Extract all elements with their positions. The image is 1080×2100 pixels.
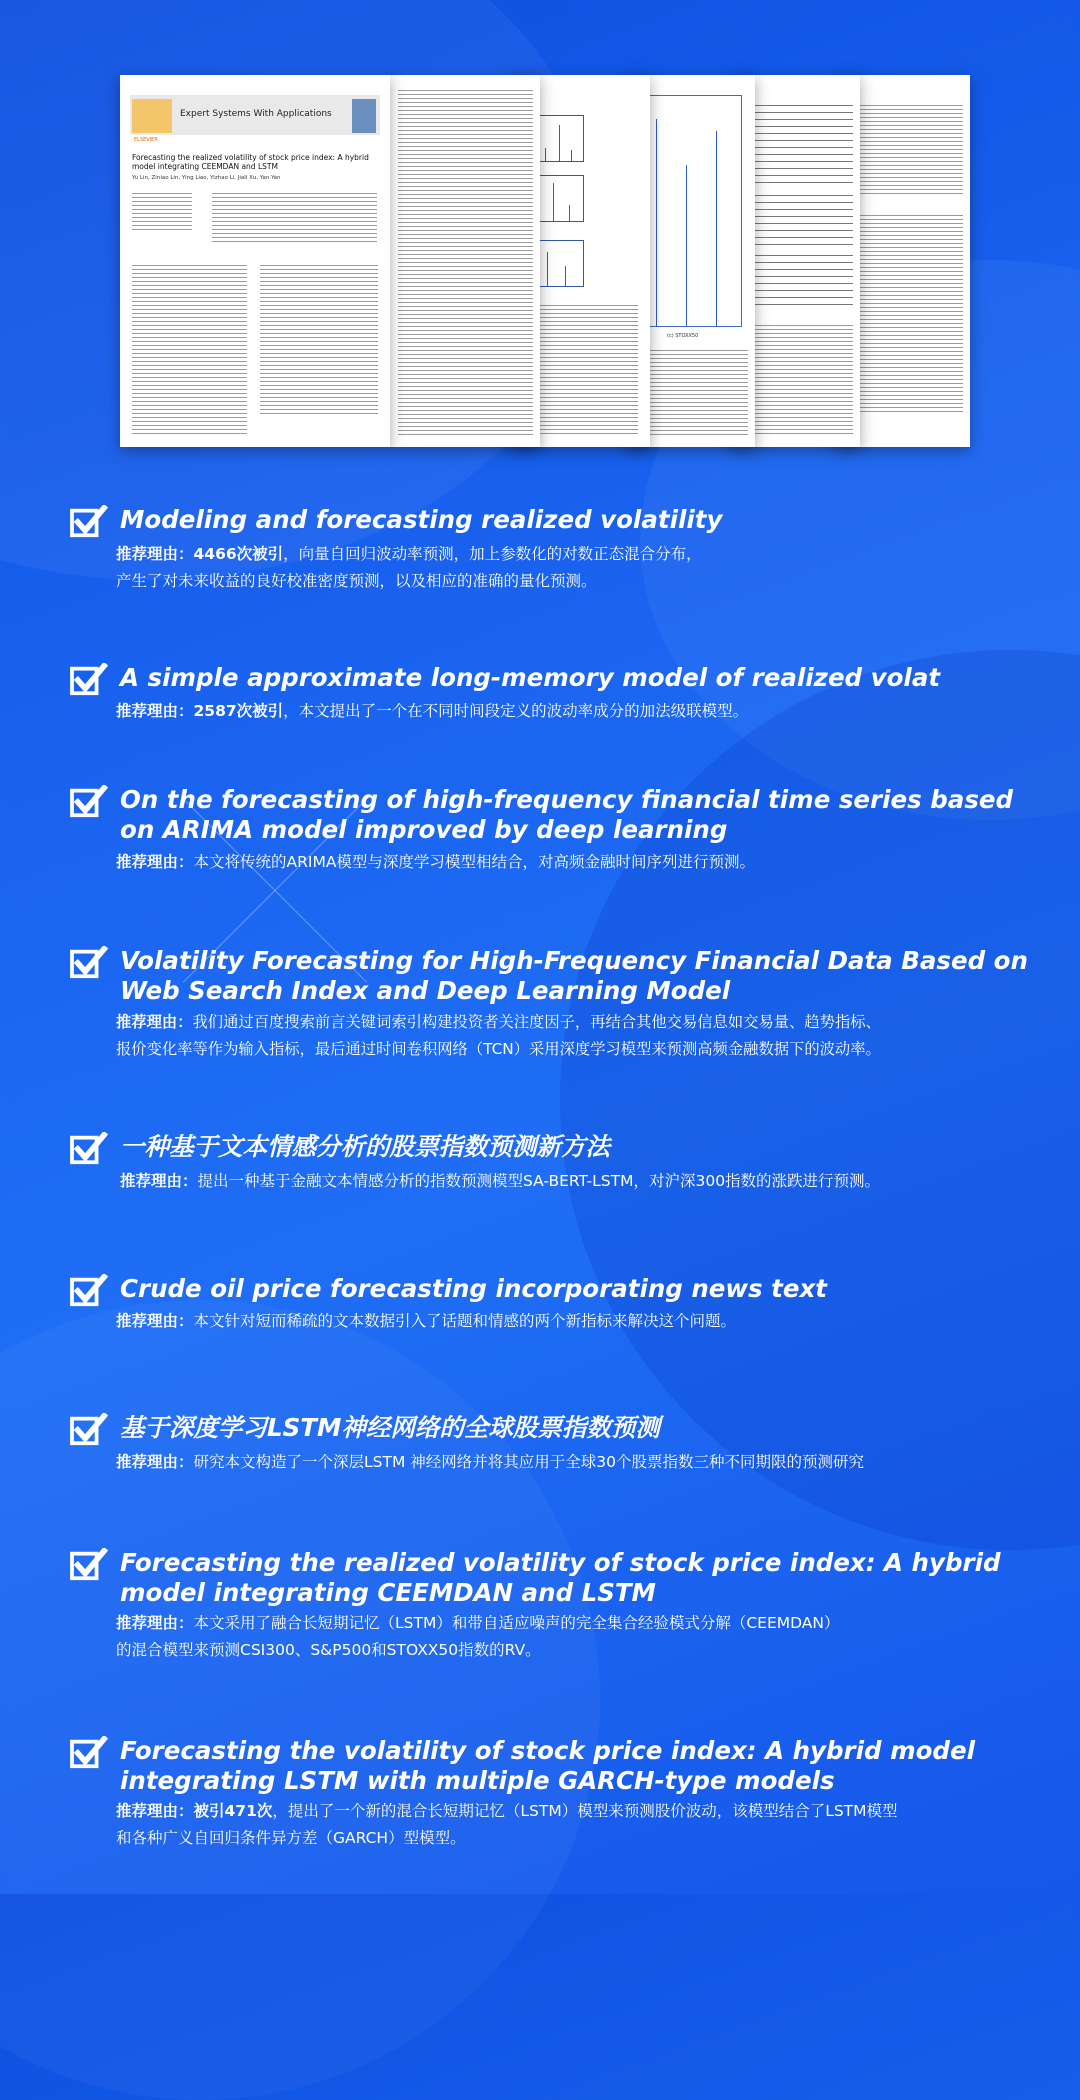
paper-title: Forecasting the realized volatility of stock price index: A hybrid model integrating CEEMDAN and LSTM (120, 1548, 1001, 1607)
reason-label: 推荐理由： (116, 1013, 193, 1031)
results-table (738, 255, 853, 310)
checkbox-checked-icon (70, 946, 108, 980)
reason-body: 我们通过百度搜索前言关键词索引构建投资者关注度因子，再结合其他交易信息如交易量、趋势指标、 (192, 1013, 881, 1031)
paper-title: Modeling and forecasting realized volatility (120, 505, 723, 534)
paper-title: 基于深度学习LSTM神经网络的全球股票指数预测 (120, 1413, 660, 1442)
reason-label: 推荐理由： (116, 1453, 194, 1471)
decomposition-figure (635, 95, 742, 327)
body-text-col1 (132, 265, 247, 435)
paper-title: Forecasting the volatility of stock price index: A hybrid model integrating LSTM with multiple GARCH-type models (120, 1736, 975, 1795)
paper-first-page (120, 75, 390, 447)
checkbox-checked-icon (70, 785, 108, 819)
reason-body: ，向量自回归波动率预测，加上参数化的对数正态混合分布， (283, 545, 702, 563)
page-text (633, 350, 748, 435)
reason-label: 推荐理由： (116, 1312, 194, 1330)
checkbox-checked-icon (70, 1736, 108, 1770)
journal-cover-image (352, 99, 376, 133)
paper-title: On the forecasting of high-frequency financial time series based on ARIMA model improved by deep learning (120, 785, 1014, 844)
checkbox-checked-icon (70, 1132, 108, 1166)
figure-caption: (c) STOXX50 (667, 333, 699, 339)
paper-authors: Yu Lin, Ziniao Lin, Ying Liao, Yizhao Li, Jiali Xu, Yan Yan (132, 175, 281, 181)
results-table (738, 195, 853, 250)
journal-name: Expert Systems With Applications (180, 109, 332, 119)
reason-label: 推荐理由： (120, 1172, 198, 1190)
reason-body-line2: 产生了对未来收益的良好校准密度预测，以及相应的准确的量化预测。 (116, 572, 597, 590)
reason-body: ，本文提出了一个在不同时间段定义的波动率成分的加法级联模型。 (283, 702, 749, 720)
article-info-text (132, 193, 192, 233)
reason-body: 本文针对短而稀疏的文本数据引入了话题和情感的两个新指标来解决这个问题。 (193, 1312, 737, 1330)
checkbox-checked-icon (70, 663, 108, 697)
results-table (738, 105, 853, 185)
checkbox-checked-icon (70, 1274, 108, 1308)
checkbox-checked-icon (70, 505, 108, 539)
reason-text (116, 849, 1046, 876)
paper-title: Volatility Forecasting for High-Frequency Financial Data Based on Web Search Index and Deep Learning Model (120, 946, 1028, 1005)
reason-label: 推荐理由： (116, 1802, 194, 1820)
paper-page-2 (390, 75, 540, 447)
reason-body: ，提出了一个新的混合长短期记忆（LSTM）模型来预测股价波动，该模型结合了LSTM模型 (272, 1802, 898, 1820)
publisher-label: ELSEVIER (134, 137, 158, 143)
page-text (738, 325, 853, 435)
reason-body: 本文将传统的ARIMA模型与深度学习模型相结合，对高频金融时间序列进行预测。 (193, 853, 755, 871)
reason-text (116, 1610, 1046, 1664)
reason-body-line2: 和各种广义自回归条件异方差（GARCH）型模型。 (116, 1829, 466, 1847)
reason-text (116, 1798, 1046, 1852)
reason-label: 推荐理由： (116, 853, 194, 871)
reason-body-line2: 的混合模型来预测CSI300、S&P500和STOXX50指数的RV。 (116, 1641, 541, 1659)
reason-label: 推荐理由： (116, 1614, 194, 1632)
reason-label: 推荐理由： (116, 545, 194, 563)
reason-body: 研究本文构造了一个深层LSTM 神经网络并将其应用于全球30个股票指数三种不同期限的预测研究 (193, 1453, 864, 1471)
reason-body: 本文采用了融合长短期记忆（LSTM）和带自适应噪声的完全集合经验模式分解（CEEMDAN） (193, 1614, 840, 1632)
citation-count: 2587次被引 (193, 702, 284, 720)
paper-title: 一种基于文本情感分析的股票指数预测新方法 (120, 1132, 610, 1161)
reason-label: 推荐理由： (116, 702, 194, 720)
checkbox-checked-icon (70, 1413, 108, 1447)
page-text (398, 90, 533, 435)
reason-body-line2: 报价变化率等作为输入指标，最后通过时间卷积网络（TCN）采用深度学习模型来预测高频金融数据下的波动率。 (116, 1040, 881, 1058)
checkbox-checked-icon (70, 1548, 108, 1582)
abstract-text (212, 193, 377, 243)
reason-text (116, 541, 1046, 595)
page-text (843, 215, 963, 415)
reason-text (120, 1168, 1050, 1195)
reason-body: 提出一种基于金融文本情感分析的指数预测模型SA-BERT-LSTM，对沪深300指数的涨跌进行预测。 (197, 1172, 881, 1190)
elsevier-logo (132, 99, 172, 133)
citation-count: 被引471次 (193, 1802, 273, 1820)
body-text-col2 (260, 265, 378, 415)
reason-text (116, 1308, 1046, 1335)
citation-count: 4466次被引 (193, 545, 284, 563)
paper-title: Crude oil price forecasting incorporating news text (120, 1274, 828, 1303)
reason-text (116, 1449, 1046, 1476)
paper-title: A simple approximate long-memory model of realized volat (120, 663, 941, 692)
paper-preview-strip (120, 75, 970, 447)
reason-text (116, 1009, 1046, 1063)
reason-text (116, 698, 1046, 725)
page-text (843, 105, 963, 195)
paper-title: Forecasting the realized volatility of stock price index: A hybrid model integrating CEEMDAN and LSTM (132, 153, 369, 171)
